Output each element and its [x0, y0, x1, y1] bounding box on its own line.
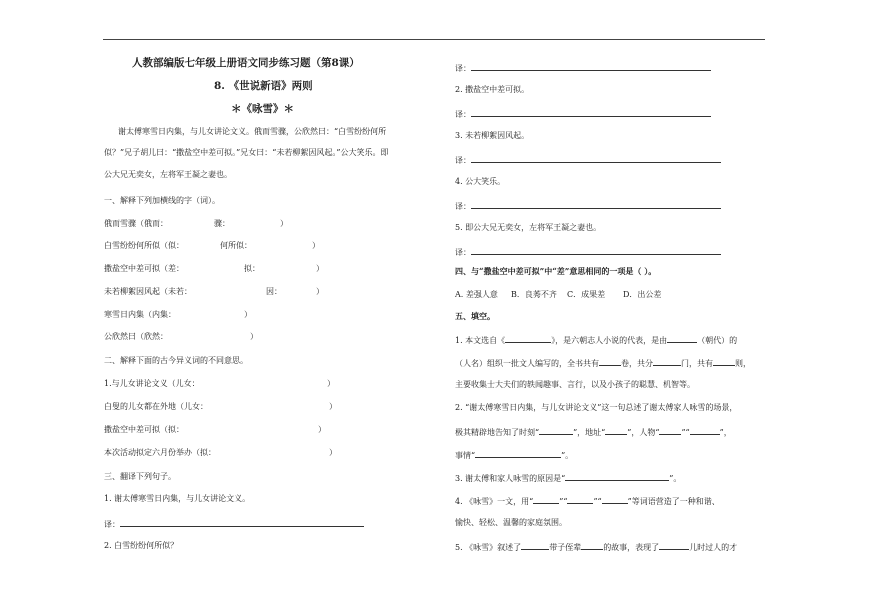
- section2-heading: 二、解释下面的古今异义词的不同意思。: [104, 356, 248, 365]
- s1-item: ）: [250, 332, 258, 341]
- answer-line[interactable]: [471, 154, 721, 163]
- answer-line[interactable]: [471, 62, 711, 71]
- s1-item: 何所似：: [220, 241, 252, 250]
- fill-line-5: 5. 《咏雪》叙述了 带子侄辈 的故事，表现了 儿时过人的才: [455, 543, 738, 552]
- blank[interactable]: [667, 334, 697, 343]
- answer-label: 译：: [455, 200, 721, 212]
- s3-question: 2. 白雪纷纷何所似？: [104, 541, 179, 550]
- section5-heading: 五、填空。: [455, 311, 495, 321]
- blank[interactable]: [713, 357, 735, 366]
- s2-item: ）: [327, 379, 335, 388]
- lesson-title: 8. 《世说新语》两则: [214, 80, 313, 92]
- s1-item: 撒盐空中差可拟（差：: [104, 264, 184, 273]
- answer-label: 译：: [455, 246, 721, 258]
- s1-item: ）: [280, 219, 288, 228]
- s2-item: ）: [329, 402, 337, 411]
- s4-option-d[interactable]: D．出公差: [623, 290, 662, 299]
- blank[interactable]: [599, 357, 621, 366]
- blank[interactable]: [659, 541, 689, 550]
- section4-heading: 四、与“撒盐空中差可拟”中“差”意思相同的一项是（ ）。: [455, 266, 657, 276]
- s2-item: ）: [318, 425, 326, 434]
- answer-line[interactable]: [120, 518, 364, 527]
- s2-item: 本次活动拟定六月份举办（拟：: [104, 448, 216, 457]
- s1-item: 俄而雪骤（俄而：: [104, 219, 168, 228]
- answer-label: 译：: [455, 108, 711, 120]
- s1-item: 公欣然曰（欣然：: [104, 332, 168, 341]
- s2-item: 1.与儿女讲论文义（儿女：: [104, 379, 200, 388]
- answer-line[interactable]: [471, 108, 711, 117]
- fill-line-2: 2. “谢太傅寒雪日内集，与儿女讲论文义”这一句总述了谢太傅家人咏雪的场景，: [455, 403, 738, 412]
- main-title: 人教部编版七年级上册语文同步练习题（第8课）: [132, 57, 360, 69]
- s2-item: 撒盐空中差可拟（拟：: [104, 425, 184, 434]
- blank[interactable]: [521, 541, 549, 550]
- sub-title: ＊《咏雪》＊: [231, 103, 294, 115]
- s3-question: 5. 即公大兄无奕女，左将军王凝之妻也。: [455, 223, 602, 232]
- s1-item: ）: [244, 310, 252, 319]
- s1-item: 寒雪日内集（内集：: [104, 310, 176, 319]
- fill-line-4: 4. 《咏雪》一文，用“ ”“ ”“ ”等词语营造了一种和谐、: [455, 497, 720, 506]
- s1-item: 拟：: [244, 264, 260, 273]
- s3-question: 3. 未若柳絮因风起。: [455, 131, 530, 140]
- fill-line-2c: 事情“ ”。: [455, 451, 574, 460]
- s1-item: 骤：: [214, 219, 230, 228]
- s1-item: ）: [316, 287, 324, 296]
- blank[interactable]: [475, 449, 561, 458]
- blank[interactable]: [533, 495, 559, 504]
- blank[interactable]: [505, 334, 551, 343]
- section1-heading: 一、解释下列加横线的字（词）。: [104, 196, 220, 205]
- s4-option-c[interactable]: C．成果差: [567, 290, 606, 299]
- fill-line-1b: （人名）组织一批文人编写的，全书共有 卷，共分 门，共有 则，: [455, 359, 751, 368]
- s3-question: 2. 撒盐空中差可拟。: [455, 85, 530, 94]
- s1-item: 未若柳絮因风起（未若：: [104, 287, 192, 296]
- blank[interactable]: [690, 426, 720, 435]
- s1-item: 因：: [266, 287, 282, 296]
- top-rule: [103, 39, 765, 40]
- fill-line-2b: 极其精辟地告知了时刻“ ”，地址“ ”，人物“ ”“ ”，: [455, 428, 732, 437]
- blank[interactable]: [605, 426, 627, 435]
- s1-item: ）: [316, 264, 324, 273]
- answer-label: 译：: [455, 62, 711, 74]
- section3-heading: 三、翻译下列句子。: [104, 472, 176, 481]
- passage-line: 似？”兄子胡儿曰：“撒盐空中差可拟。”兄女曰：“未若柳絮因风起。”公大笑乐。即: [104, 148, 389, 157]
- answer-label: 译：: [455, 154, 721, 166]
- s2-item: ）: [329, 448, 337, 457]
- blank[interactable]: [567, 495, 593, 504]
- answer-label: 译：: [104, 518, 364, 530]
- passage-line: 公大兄无奕女，左将军王凝之妻也。: [104, 170, 232, 179]
- blank[interactable]: [659, 426, 681, 435]
- answer-line[interactable]: [471, 200, 721, 209]
- s3-question: 4. 公大笑乐。: [455, 177, 506, 186]
- answer-line[interactable]: [471, 246, 721, 255]
- blank[interactable]: [539, 426, 573, 435]
- s4-option-a[interactable]: A. 差强人意: [455, 290, 498, 299]
- passage-line: 谢太傅寒雪日内集，与儿女讲论文义。俄而雪骤，公欣然曰：“白雪纷纷何所: [118, 127, 387, 136]
- blank[interactable]: [602, 495, 628, 504]
- s1-item: 白雪纷纷何所似（似：: [104, 241, 184, 250]
- s1-item: ）: [312, 241, 320, 250]
- s4-option-b[interactable]: B．良莠不齐: [511, 290, 557, 299]
- s2-item: 白叟的儿女都在外地（儿女：: [104, 402, 208, 411]
- blank[interactable]: [653, 357, 681, 366]
- fill-line-1c: 主要收集士大夫们的轶闻趣事、言行，以及小孩子的聪慧、机智等。: [455, 380, 695, 389]
- blank[interactable]: [565, 472, 669, 481]
- fill-line-3: 3. 谢太傅和家人咏雪的原因是“ ”。: [455, 474, 682, 483]
- s3-question: 1. 谢太傅寒雪日内集，与儿女讲论文义。: [104, 494, 251, 503]
- fill-line-4b: 愉快、轻松、温馨的家庭氛围。: [455, 518, 567, 527]
- fill-line-1: 1. 本文选自《 》，是六朝志人小说的代表，是由 （朝代）的: [455, 336, 738, 345]
- blank[interactable]: [581, 541, 603, 550]
